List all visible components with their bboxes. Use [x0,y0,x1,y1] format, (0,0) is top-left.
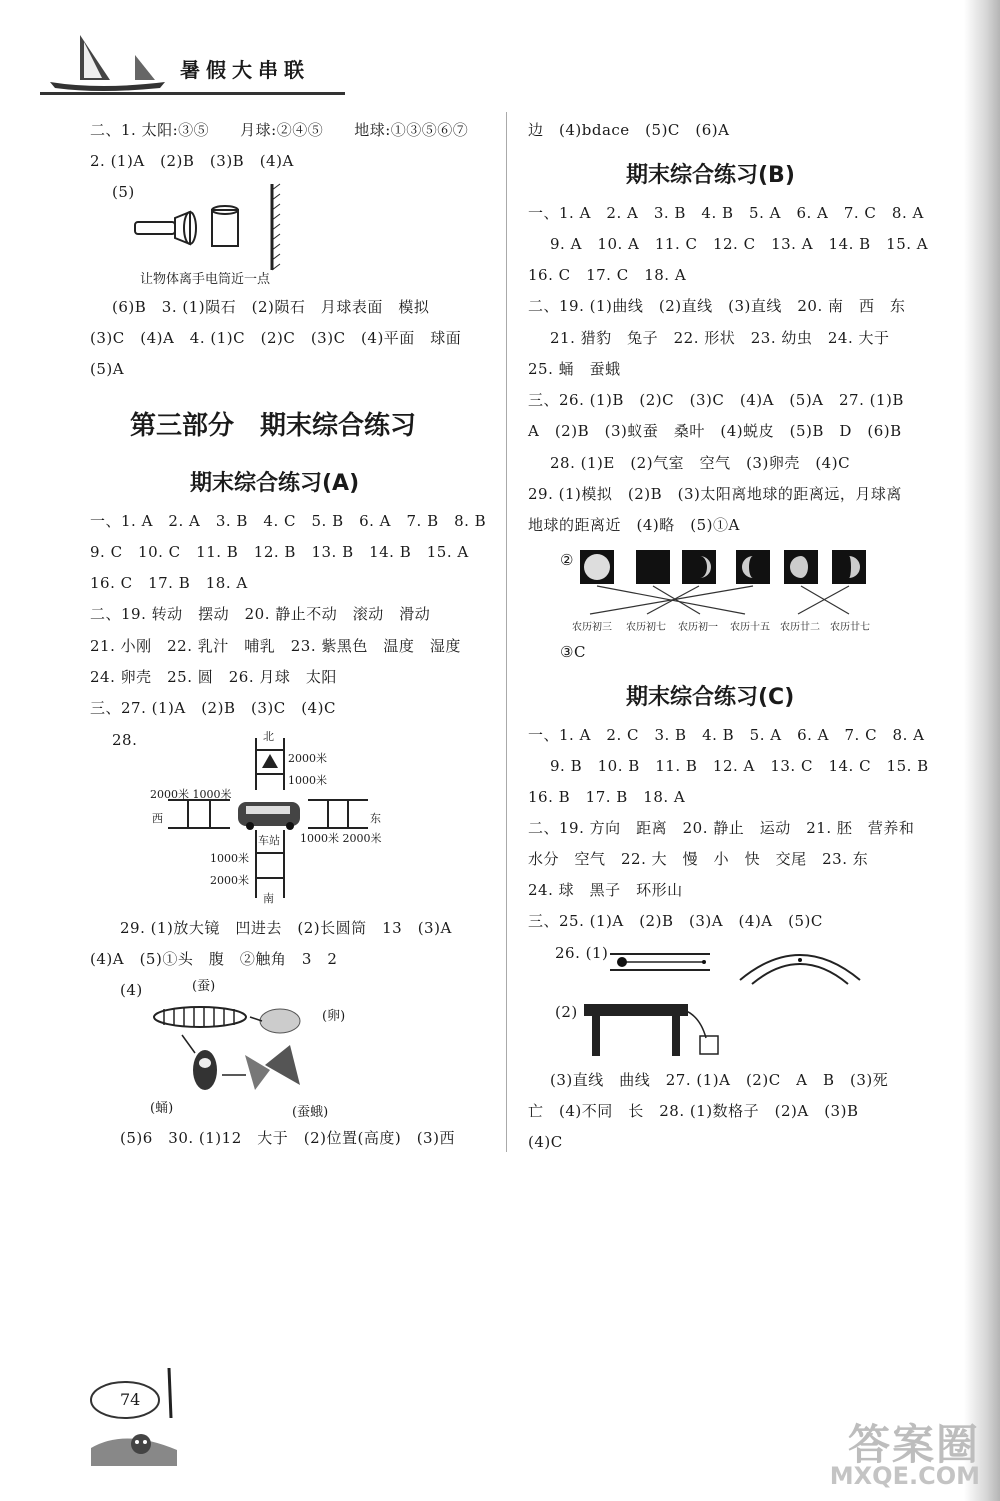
answer-line: 9. C 10. C 11. B 12. B 13. B 14. B 15. A [90,543,469,561]
page-number: 74 [120,1390,141,1409]
page-edge-shadow [964,0,1000,1501]
section-title-c: 期末综合练习(C) [626,685,795,710]
answer-line: 边 (4)bdace (5)C (6)A [528,121,730,139]
question-number: (2) [555,1003,578,1021]
silkworm-label: (蚕) [192,979,216,994]
answer-line: A (2)B (3)蚁蚕 桑叶 (4)蜕皮 (5)B D (6)B [528,422,902,440]
answer-line: 29. (1)模拟 (2)B (3)太阳离地球的距离远，月球离 [528,485,902,503]
answer-line: 三、25. (1)A (2)B (3)A (4)A (5)C [528,912,823,930]
question-number: (4) [120,981,143,999]
moon-date-label: 农历初三 [572,622,612,633]
answer-line: 二、19. (1)曲线 (2)直线 (3)直线 20. 南 西 东 [528,297,906,315]
column-divider [506,112,507,1152]
part-title: 第三部分 期末综合练习 [130,411,417,441]
answer-line: 二、1. 太阳:③⑤ 月球:②④⑤ 地球:①③⑤⑥⑦ [90,121,469,139]
answer-line: (6)B 3. (1)陨石 (2)陨石 月球表面 模拟 [112,298,430,316]
answer-line: 9. B 10. B 11. B 12. A 13. C 14. C 15. B [550,757,929,775]
map-distance-label: 1000米 [288,774,327,787]
answer-line: (4)C [528,1133,563,1151]
answer-line: 16. B 17. B 18. A [528,788,686,806]
footer-decoration [85,1358,185,1468]
answer-line: 21. 小刚 22. 乳汁 哺乳 23. 紫黑色 温度 湿度 [90,637,461,655]
answer-line: 一、1. A 2. A 3. B 4. C 5. B 6. A 7. B 8. B [90,512,487,530]
answer-line: ③C [560,643,586,661]
header-boat-illustration [40,30,170,92]
sub-question-marker: ② [560,551,574,569]
section-title-b: 期末综合练习(B) [626,163,795,188]
answer-line: (5) [112,183,135,201]
map-west-label: 西 [152,812,163,825]
map-distance-label: 2000米 [210,874,249,887]
pupa-label: (蛹) [150,1101,174,1116]
moon-phase-matching [570,548,870,636]
map-distance-label: 2000米 [288,752,327,765]
answer-line: 三、26. (1)B (2)C (3)C (4)A (5)A 27. (1)B [528,391,904,409]
answer-line: 24. 卵壳 25. 圆 26. 月球 太阳 [90,668,337,686]
moon-date-label: 农历初七 [626,622,666,633]
answer-line: 9. A 10. A 11. C 12. C 13. A 14. B 15. A [550,235,929,253]
answer-line: 亡 (4)不同 长 28. (1)数格子 (2)A (3)B [528,1102,859,1120]
moth-label: (蚕蛾) [292,1105,329,1120]
moon-date-label: 农历廿七 [830,622,870,633]
answer-line: (3)C (4)A 4. (1)C (2)C (3)C (4)平面 球面 [90,329,462,347]
map-north-label: 北 [263,730,274,743]
answer-line: 21. 猎豹 兔子 22. 形状 23. 幼虫 24. 大于 [550,329,890,347]
answer-line: 29. (1)放大镜 凹进去 (2)长圆筒 13 (3)A [120,919,452,937]
answer-line: (4)A (5)①头 腹 ②触角 3 2 [90,950,338,968]
map-east-distance: 1000米 2000米 [300,832,382,845]
silkworm-lifecycle-diagram [150,975,390,1120]
ball-trajectory-diagram [600,940,870,990]
moon-date-label: 农历十五 [730,622,770,633]
map-distance-label: 1000米 [210,852,249,865]
answer-line: 2. (1)A (2)B (3)B (4)A [90,152,294,170]
answer-line: 二、19. 方向 距离 20. 静止 运动 21. 胚 营养和 [528,819,915,837]
map-east-label: 东 [370,812,381,825]
answer-line: 三、27. (1)A (2)B (3)C (4)C [90,699,336,717]
question-number: 26. (1) [555,944,609,962]
watermark-logo: 答案圈 [847,1420,980,1469]
map-south-label: 南 [263,892,274,905]
table-experiment-diagram [580,998,730,1060]
answer-line: (3)直线 曲线 27. (1)A (2)C A B (3)死 [550,1071,889,1089]
header-rule [40,92,345,95]
moon-date-label: 农历初一 [678,622,718,633]
answer-line: (5)6 30. (1)12 大于 (2)位置(高度) (3)西 [120,1129,455,1147]
answer-line: 16. C 17. B 18. A [90,574,248,592]
answer-line: 地球的距离近 (4)略 (5)①A [528,516,740,534]
answer-line: 16. C 17. C 18. A [528,266,687,284]
flashlight-caption: 让物体离手电筒近一点 [140,272,271,287]
answer-line: 水分 空气 22. 大 慢 小 快 交尾 23. 东 [528,850,869,868]
section-title-a: 期末综合练习(A) [190,471,360,496]
flashlight-illustration [130,182,300,272]
answer-line: 24. 球 黑子 环形山 [528,881,683,899]
answer-line: 二、19. 转动 摆动 20. 静止不动 滚动 滑动 [90,605,431,623]
question-number: 28. [112,731,138,749]
moon-date-label: 农历廿二 [780,622,820,633]
map-west-distance: 2000米 1000米 [150,788,232,801]
map-station-label: 车站 [258,834,280,847]
answer-line: 一、1. A 2. A 3. B 4. B 5. A 6. A 7. C 8. A [528,204,924,222]
answer-line: 25. 蛹 蚕蛾 [528,360,621,378]
answer-line: (5)A [90,360,125,378]
map-diagram [150,728,390,908]
header-title: 暑假大串联 [180,58,310,82]
egg-label: (卵) [322,1009,346,1024]
answer-line: 28. (1)E (2)气室 空气 (3)卵壳 (4)C [550,454,851,472]
watermark-url: MXQE.COM [829,1462,980,1490]
answer-line: 一、1. A 2. C 3. B 4. B 5. A 6. A 7. C 8. A [528,726,925,744]
